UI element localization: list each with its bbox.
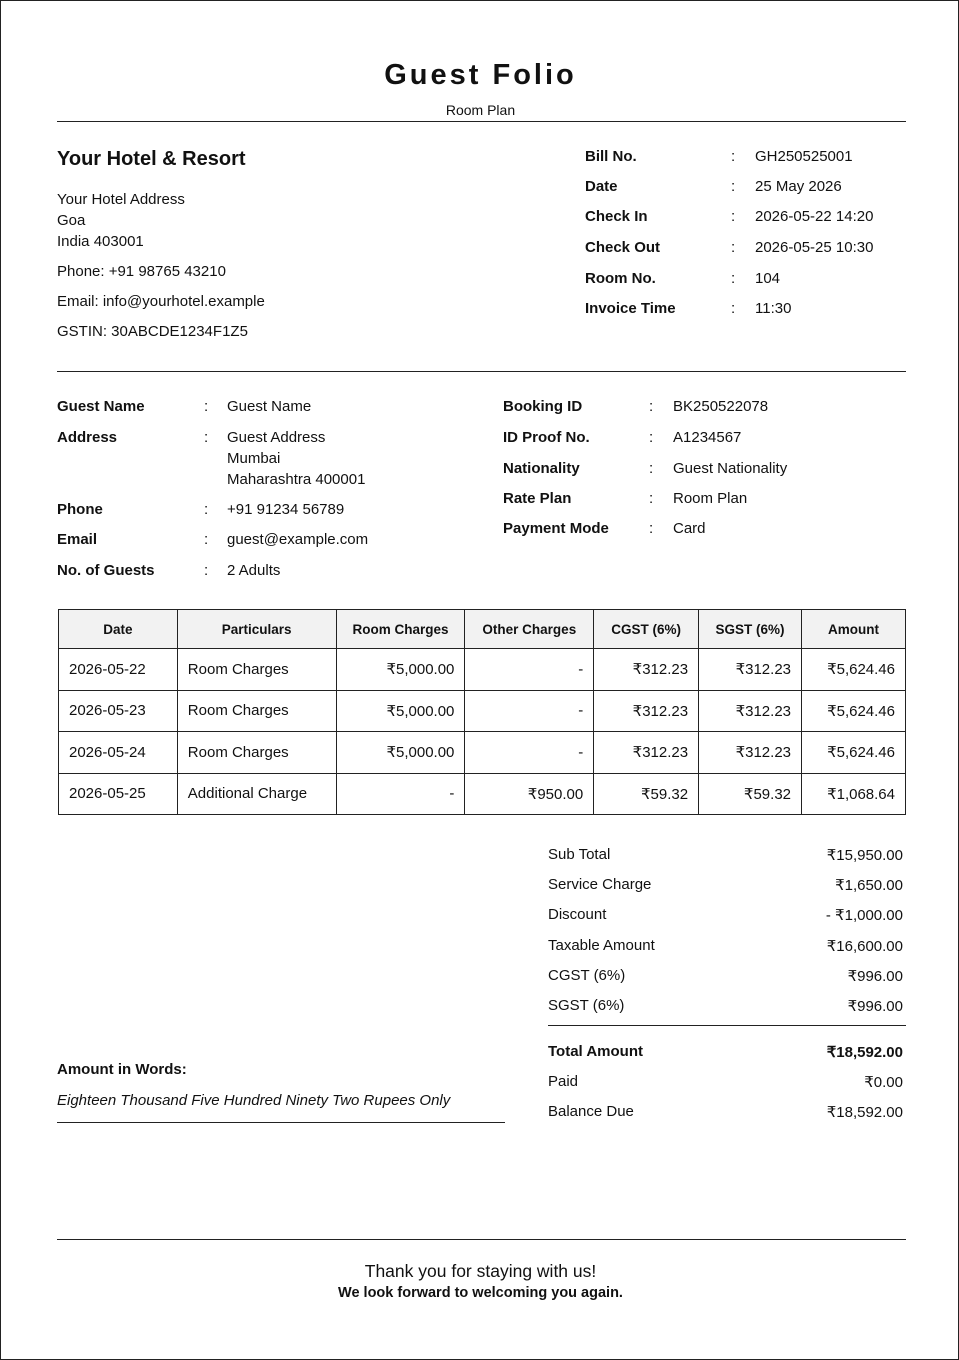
section-divider — [57, 371, 906, 372]
cell-date: 2026-05-24 — [59, 732, 178, 774]
guest-email-value: guest@example.com — [227, 531, 369, 548]
footer-thanks: Thank you for staying with us! — [364, 1261, 597, 1281]
paid-label: Paid — [548, 1073, 579, 1090]
sub-total-value: ₹15,950.00 — [826, 847, 903, 864]
invoice-time-value: 11:30 — [755, 300, 792, 317]
taxable-amount-value: ₹16,600.00 — [826, 938, 903, 955]
table-row — [59, 773, 906, 815]
hotel-address-line1: Your Hotel Address — [57, 191, 185, 208]
colon: : — [649, 520, 654, 537]
header-sgst: SGST (6%) — [699, 610, 802, 649]
cell-cgst: ₹312.23 — [594, 690, 699, 732]
cell-particulars: Additional Charge — [177, 773, 336, 815]
room-no-value: 104 — [755, 270, 781, 287]
document-subtitle: Room Plan — [445, 102, 516, 118]
hotel-address-line2: Goa — [57, 212, 86, 229]
cell-sgst: ₹312.23 — [699, 649, 802, 691]
colon: : — [731, 239, 736, 256]
header-other-charges: Other Charges — [465, 610, 594, 649]
cgst-total-value: ₹996.00 — [847, 968, 903, 985]
guest-name-label: Guest Name — [57, 398, 145, 415]
cell-particulars: Room Charges — [177, 732, 336, 774]
document-title: Guest Folio — [384, 59, 577, 91]
colon: : — [204, 562, 209, 579]
guest-name-value: Guest Name — [227, 398, 312, 415]
cell-date: 2026-05-25 — [59, 773, 178, 815]
cell-cgst: ₹59.32 — [594, 773, 699, 815]
cgst-total-label: CGST (6%) — [548, 967, 626, 984]
colon: : — [731, 300, 736, 317]
colon: : — [649, 398, 654, 415]
colon: : — [649, 460, 654, 477]
bill-no-value: GH250525001 — [755, 148, 853, 165]
cell-amount: ₹5,624.46 — [802, 690, 906, 732]
balance-due-label: Balance Due — [548, 1103, 634, 1120]
nationality-label: Nationality — [503, 460, 580, 477]
booking-id-value: BK250522078 — [673, 398, 769, 415]
colon: : — [204, 501, 209, 518]
cell-sgst: ₹59.32 — [699, 773, 802, 815]
guest-address-label: Address — [57, 429, 118, 446]
check-in-label: Check In — [585, 208, 648, 225]
amount-in-words-text: Eighteen Thousand Five Hundred Ninety Two Rupees Only — [57, 1092, 451, 1109]
header-room-charges: Room Charges — [336, 610, 465, 649]
table-row — [59, 649, 906, 691]
guest-phone-value: +91 91234 56789 — [227, 501, 345, 518]
paid-value: ₹0.00 — [864, 1074, 903, 1091]
guest-count-label: No. of Guests — [57, 562, 155, 579]
sub-total-label: Sub Total — [548, 846, 611, 863]
cell-room-charges: ₹5,000.00 — [336, 690, 465, 732]
guest-phone-label: Phone — [57, 501, 103, 518]
cell-other-charges: - — [465, 649, 594, 691]
header-divider — [57, 121, 906, 122]
footer-divider — [57, 1239, 906, 1240]
colon: : — [649, 429, 654, 446]
hotel-name: Your Hotel & Resort — [57, 148, 246, 170]
cell-cgst: ₹312.23 — [594, 649, 699, 691]
cell-amount: ₹5,624.46 — [802, 649, 906, 691]
summary-divider — [548, 1025, 906, 1026]
header-amount: Amount — [802, 610, 906, 649]
hotel-address-line3: India 403001 — [57, 233, 144, 250]
taxable-amount-label: Taxable Amount — [548, 937, 655, 954]
header-date: Date — [59, 610, 178, 649]
hotel-email: Email: info@yourhotel.example — [57, 293, 265, 310]
discount-label: Discount — [548, 906, 607, 923]
check-out-label: Check Out — [585, 239, 661, 256]
colon: : — [204, 398, 209, 415]
nationality-value: Guest Nationality — [673, 460, 788, 477]
colon: : — [731, 208, 736, 225]
sgst-total-value: ₹996.00 — [847, 998, 903, 1015]
check-out-value: 2026-05-25 10:30 — [755, 239, 874, 256]
balance-due-value: ₹18,592.00 — [826, 1104, 903, 1121]
amount-in-words-label: Amount in Words: — [57, 1061, 187, 1078]
cell-amount: ₹5,624.46 — [802, 732, 906, 774]
cell-date: 2026-05-23 — [59, 690, 178, 732]
id-proof-label: ID Proof No. — [503, 429, 590, 446]
colon: : — [731, 148, 736, 165]
service-charge-label: Service Charge — [548, 876, 652, 893]
cell-particulars: Room Charges — [177, 690, 336, 732]
rate-plan-label: Rate Plan — [503, 490, 572, 507]
cell-other-charges: - — [465, 690, 594, 732]
check-in-value: 2026-05-22 14:20 — [755, 208, 874, 225]
sgst-total-label: SGST (6%) — [548, 997, 625, 1014]
room-no-label: Room No. — [585, 270, 656, 287]
hotel-phone: Phone: +91 98765 43210 — [57, 263, 226, 280]
guest-address-line2: Mumbai — [227, 450, 281, 467]
bill-date-label: Date — [585, 178, 618, 195]
cell-room-charges: - — [336, 773, 465, 815]
total-amount-label: Total Amount — [548, 1043, 643, 1060]
discount-value: - ₹1,000.00 — [825, 907, 903, 924]
guest-count-value: 2 Adults — [227, 562, 281, 579]
cell-cgst: ₹312.23 — [594, 732, 699, 774]
rate-plan-value: Room Plan — [673, 490, 748, 507]
colon: : — [204, 429, 209, 446]
colon: : — [204, 531, 209, 548]
cell-particulars: Room Charges — [177, 649, 336, 691]
bill-date-value: 25 May 2026 — [755, 178, 842, 195]
table-row — [59, 732, 906, 774]
cell-other-charges: ₹950.00 — [465, 773, 594, 815]
service-charge-value: ₹1,650.00 — [835, 877, 903, 894]
payment-mode-label: Payment Mode — [503, 520, 609, 537]
cell-amount: ₹1,068.64 — [802, 773, 906, 815]
header-cgst: CGST (6%) — [594, 610, 699, 649]
cell-room-charges: ₹5,000.00 — [336, 649, 465, 691]
hotel-gstin: GSTIN: 30ABCDE1234F1Z5 — [57, 323, 248, 340]
table-row — [59, 690, 906, 732]
words-underline — [57, 1122, 505, 1123]
colon: : — [731, 178, 736, 195]
bill-no-label: Bill No. — [585, 148, 637, 165]
cell-other-charges: - — [465, 732, 594, 774]
id-proof-value: A1234567 — [673, 429, 742, 446]
invoice-time-label: Invoice Time — [585, 300, 676, 317]
guest-address-line3: Maharashtra 400001 — [227, 471, 366, 488]
header-particulars: Particulars — [177, 610, 336, 649]
table-header-row — [59, 610, 906, 649]
colon: : — [649, 490, 654, 507]
guest-email-label: Email — [57, 531, 98, 548]
footer-welcome: We look forward to welcoming you again. — [338, 1285, 623, 1301]
charges-table — [58, 609, 906, 815]
cell-room-charges: ₹5,000.00 — [336, 732, 465, 774]
guest-address-line1: Guest Address — [227, 429, 326, 446]
total-amount-value: ₹18,592.00 — [826, 1044, 903, 1061]
booking-id-label: Booking ID — [503, 398, 583, 415]
cell-date: 2026-05-22 — [59, 649, 178, 691]
cell-sgst: ₹312.23 — [699, 732, 802, 774]
colon: : — [731, 270, 736, 287]
payment-mode-value: Card — [673, 520, 706, 537]
cell-sgst: ₹312.23 — [699, 690, 802, 732]
